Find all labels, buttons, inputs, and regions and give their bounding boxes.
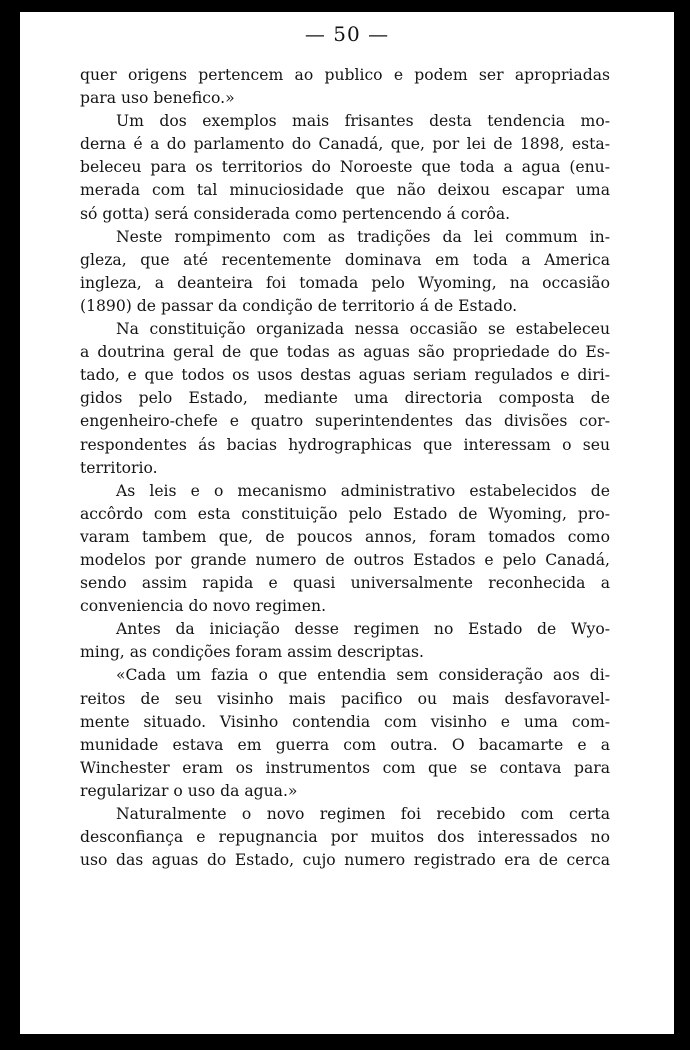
text-line: quer origens pertencem ao publico e podem ser apropriadas xyxy=(80,66,610,84)
text-line: ingleza, a deanteira foi tomada pelo Wyoming, na occasião xyxy=(80,273,610,292)
text-line: Um dos exemplos mais frisantes desta tendencia mo- xyxy=(116,112,610,131)
text-line: Neste rompimento com as tradições da lei commum in- xyxy=(116,227,610,246)
text-line: Naturalmente o novo regimen foi recebido com certa xyxy=(116,805,610,823)
text-line: para uso benefico.» xyxy=(80,89,235,108)
text-line: uso das aguas do Estado, cujo numero registrado era de cerca xyxy=(80,851,610,870)
text-line: a doutrina geral de que todas as aguas são propriedade do Es- xyxy=(80,343,610,362)
text-line: modelos por grande numero de outros Estados e pelo Canadá, xyxy=(80,550,610,569)
body-text xyxy=(80,64,610,872)
text-line: gleza, que até recentemente dominava em toda a America xyxy=(80,250,610,269)
text-line: mente situado. Visinho contendia com visinho e uma com- xyxy=(80,712,610,731)
text-line: munidade estava em guerra com outra. O bacamarte e a xyxy=(80,735,610,754)
text-line: Na constituição organizada nessa occasião se estabeleceu xyxy=(116,320,610,339)
text-line: regularizar o uso da agua.» xyxy=(80,781,298,800)
text-line: só gotta) será considerada como pertencendo á corôa. xyxy=(80,204,511,223)
text-line: engenheiro-chefe e quatro superintendentes das divisões cor- xyxy=(80,412,610,431)
document-page xyxy=(20,12,674,1034)
text-line: conveniencia do novo regimen. xyxy=(80,597,327,616)
text-line: accôrdo com esta constituição pelo Estado de Wyoming, pro- xyxy=(80,504,610,523)
text-line: varam tambem que, de poucos annos, foram tomados como xyxy=(80,527,610,546)
text-line: beleceu para os territorios do Noroeste que toda a agua (enu- xyxy=(80,158,610,177)
text-line: (1890) de passar da condição de territorio á de Estado. xyxy=(80,296,518,315)
text-line: desconfiança e repugnancia por muitos dos interessados no xyxy=(80,828,610,847)
text-line: derna é a do parlamento do Canadá, que, por lei de 1898, esta- xyxy=(80,135,610,154)
text-line: As leis e o mecanismo administrativo estabelecidos de xyxy=(116,481,610,500)
text-line: sendo assim rapida e quasi universalmente reconhecida a xyxy=(80,574,610,593)
text-line: respondentes ás bacias hydrographicas que interessam o seu xyxy=(80,435,610,454)
text-line: «Cada um fazia o que entendia sem consideração aos di- xyxy=(116,666,610,685)
text-line: merada com tal minuciosidade que não deixou escapar uma xyxy=(80,181,610,200)
text-line: tado, e que todos os usos destas aguas seriam regulados e diri- xyxy=(80,366,610,385)
text-line: gidos pelo Estado, mediante uma directoria composta de xyxy=(80,389,610,408)
page-number: — 50 — xyxy=(304,22,390,46)
text-line: ming, as condições foram assim descriptas. xyxy=(80,643,424,662)
text-line: Winchester eram os instrumentos com que se contava para xyxy=(80,758,610,777)
text-line: Antes da iniciação desse regimen no Estado de Wyo- xyxy=(116,620,610,639)
text-line: territorio. xyxy=(80,458,158,477)
text-line: reitos de seu visinho mais pacifico ou mais desfavoravel- xyxy=(80,689,610,708)
